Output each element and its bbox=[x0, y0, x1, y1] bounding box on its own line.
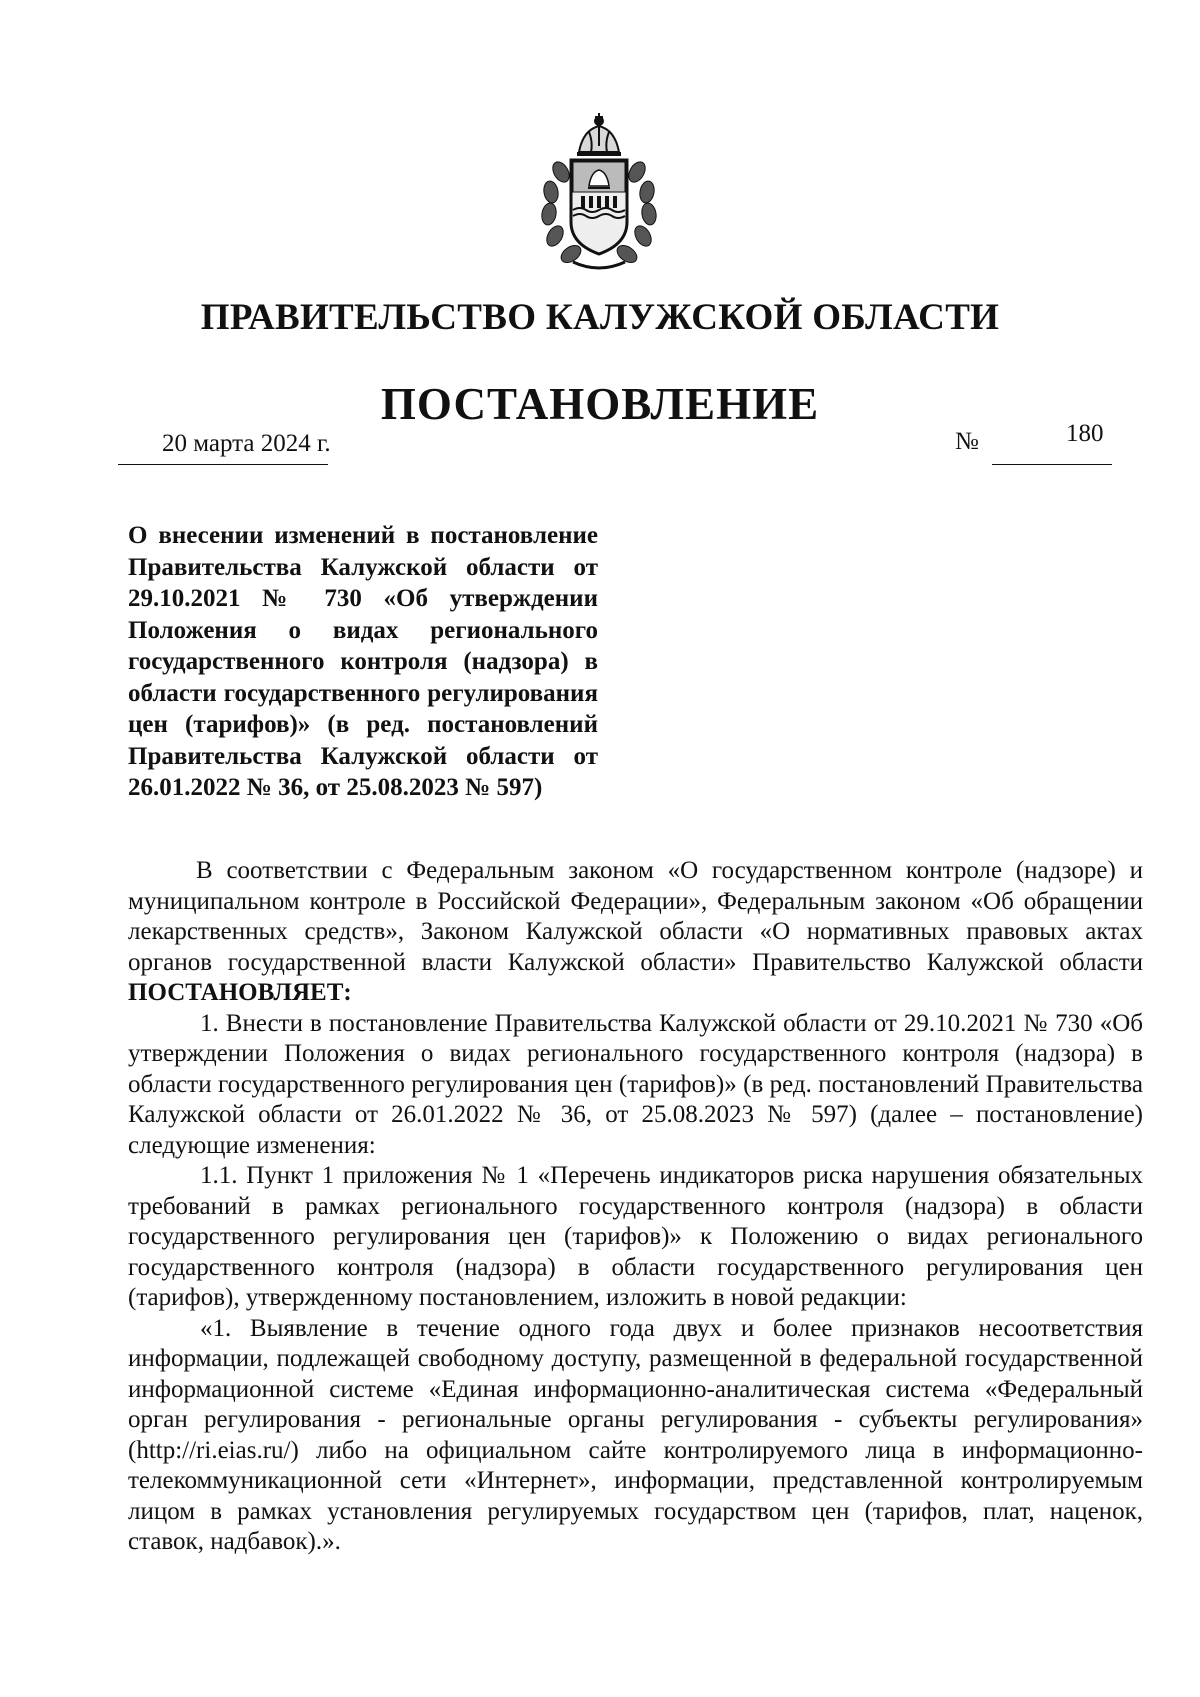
document-type-title: ПОСТАНОВЛЕНИЕ bbox=[380, 379, 820, 429]
preamble-text: В соответствии с Федеральным законом «О государственном контроле (надзоре) и муниципальном контроле в Российской Федерации», Федеральным законом «Об обращении лекарственных средств», Законом Калужской области «О нормативных правовых актах органов государственной власти Калужской области» Правительство Калужской области bbox=[128, 857, 1143, 976]
document-date: 20 марта 2024 г. bbox=[162, 430, 331, 457]
item-1-paragraph: 1. Внести в постановление Правительства Калужской области от 29.10.2021 № 730 «Об утверждении Положения о видах регионального государственного контроля (надзора) в области государственного регулирования цен (тарифов)» (в ред. постановлений Правительства Калужской области от 26.01.2022 № 36, от 25.08.2023 № 597) (далее – постановление) следующие изменения: bbox=[128, 1009, 1143, 1159]
document-subject: О внесении изменений в постановление Правительства Калужской области от 29.10.2021 № 730 «Об утверждении Положения о видах регионального государственного контроля (надзора) в области государственного регулирования цен (тарифов)» (в ред. постановлений Правительства Калужской области от 26.01.2022 № 36, от 25.08.2023 № 597) bbox=[128, 522, 598, 801]
item-1-1-paragraph: 1.1. Пункт 1 приложения № 1 «Перечень индикаторов риска нарушения обязательных требований в рамках регионального государственного контроля (надзора) в области государственного регулирования цен (тарифов)» к Положению о видах регионального государственного контроля (надзора) в области государственного регулирования цен (тарифов), утвержденному постановлением, изложить в новой редакции: bbox=[128, 1162, 1143, 1311]
date-underline bbox=[118, 464, 328, 465]
preamble-paragraph bbox=[128, 856, 1143, 1009]
document-body bbox=[128, 856, 1143, 1558]
quoted-text-paragraph: «1. Выявление в течение одного года двух и более признаков несоответствия информации, подлежащей свободному доступу, размещенной в федеральной государственной информационной системе «Единая информационно-аналитическая система «Федеральный орган регулирования - региональные органы регулирования - субъекты регулирования» (http://ri.eias.ru/) либо на официальном сайте контролируемого лица в информационно-телекоммуникационной сети «Интернет», информации, представленной контролируемым лицом в рамках установления регулируемых государством цен (тарифов, плат, наценок, ставок, надбавок).». bbox=[128, 1314, 1143, 1555]
document-number: 180 bbox=[1066, 420, 1104, 447]
number-sign: № bbox=[955, 428, 979, 455]
resolves-keyword: ПОСТАНОВЛЯЕТ: bbox=[128, 979, 352, 1006]
number-underline bbox=[992, 464, 1112, 465]
organization-title: ПРАВИТЕЛЬСТВО КАЛУЖСКОЙ ОБЛАСТИ bbox=[200, 297, 1000, 338]
coat-of-arms-icon bbox=[533, 112, 665, 272]
